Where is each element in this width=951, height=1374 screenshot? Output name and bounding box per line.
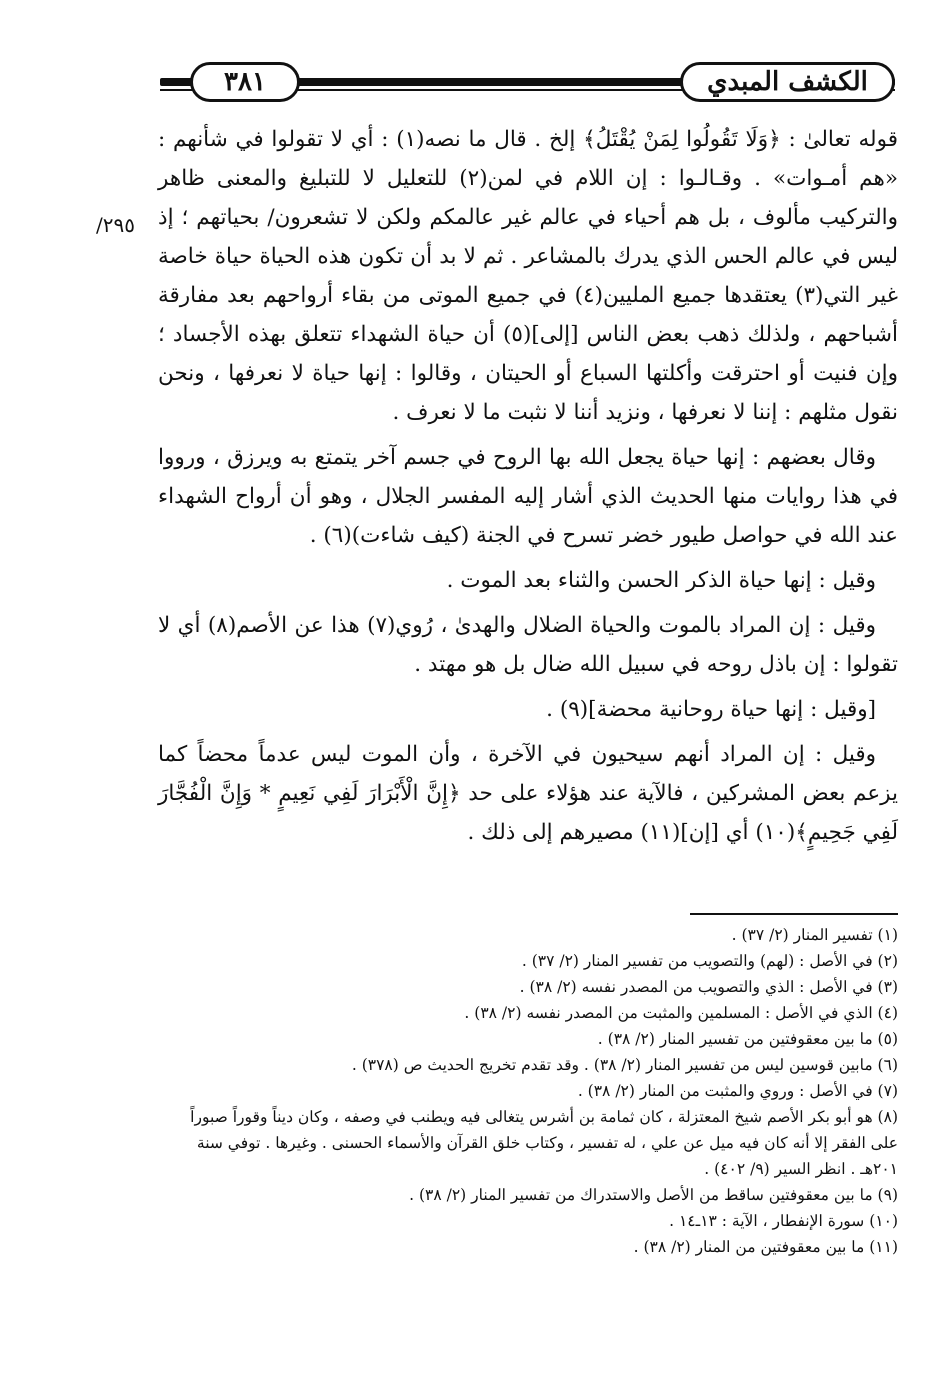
paragraph: [وقيل : إنها حياة روحانية محضة](٩) .	[546, 697, 876, 722]
page-header	[160, 58, 895, 108]
footnote: (١) تفسير المنار (٢/ ٣٧) .	[731, 926, 898, 944]
paragraph: وقال بعضهم : إنها حياة يجعل الله بها الروح في جسم آخر يتمتع به ويرزق ، ورووا في هذا روايات منها الحديث الذي أشار إليه المفسر الجلال ، وهو أن أرواح الشهداء عند الله في حواصل طيور خضر تسرح في الجنة (كيف شاءت)(٦) .	[158, 445, 898, 548]
paragraph: وقيل : إنها حياة الذكر الحسن والثناء بعد الموت .	[446, 568, 876, 593]
footnote: (٨) هو أبو بكر الأصم شيخ المعتزلة ، كان ثمامة بن أشرس يتغالى فيه ويطنب في وصفه ، وكان ديناً وقوراً صبوراً على الفقر إلا أنه كان فيه ميل عن علي ، له تفسير ، وكتاب خلق القرآن والأسماء الحسنى . وغيرها . توفي سنة ٢٠١هـ . انظر السير (٩/ ٤٠٢) .	[190, 1108, 898, 1178]
book-title: الكشف المبدي	[680, 62, 895, 102]
footnote: (٧) في الأصل : وروي والمثبت من المنار (٢/ ٣٨) .	[577, 1082, 898, 1100]
page-number: ٣٨١	[190, 62, 300, 102]
footnote: (١٠) سورة الإنفطار ، الآية : ١٣ـ١٤ .	[669, 1212, 898, 1230]
footnotes	[158, 922, 898, 1260]
main-text	[158, 120, 898, 858]
footnote: (٤) الذي في الأصل : المسلمين والمثبت من المصدر نفسه (٢/ ٣٨) .	[464, 1004, 898, 1022]
footnote: (٥) ما بين معقوفتين من تفسير المنار (٢/ ٣٨) .	[597, 1030, 898, 1048]
paragraph: وقيل : إن المراد بالموت والحياة الضلال والهدىٰ ، رُوي(٧) هذا عن الأصم(٨) أي لا تقولوا : إن باذل روحه في سبيل الله ضال بل هو مهتد .	[158, 613, 898, 677]
paragraph: قوله تعالىٰ : ﴿وَلَا تَقُولُوا لِمَنْ يُقْتَلُ﴾ إلخ . قال ما نصه(١) : أي لا تقولوا في شأنهم : «هم أمـوات» . وقـالـوا : إن اللام في لمن(٢) للتعليل لا للتبليغ والمعنى ظاهر والتركيب مألوف ، بل هم أحياء في عالم غير عالمكم ولكن لا تشعرون/ بحياتهم ؛ إذ ليس في عالم الحس الذي يدرك بالمشاعر . ثم لا بد أن تكون هذه الحياة حياة خاصة غير التي(٣) يعتقدها جميع المليين(٤) في جميع الموتى من بقاء أرواحهم بعد مفارقة أشباحهم ، ولذلك ذهب بعض الناس [إلى](٥) أن حياة الشهداء تتعلق بهذه الأجساد ؛ وإن فنيت أو احترقت وأكلتها السباع أو الحيتان ، وقالوا : إنها حياة لا نعرفها ، ونحن نقول مثلهم : إننا لا نعرفها ، ونزيد أننا لا نثبت ما لا نعرف .	[158, 127, 898, 425]
margin-page-reference: ٢٩٥/	[96, 213, 135, 237]
footnote: (٩) ما بين معقوفتين ساقط من الأصل والاستدراك من تفسير المنار (٢/ ٣٨) .	[409, 1186, 898, 1204]
paragraph: وقيل : إن المراد أنهم سيحيون في الآخرة ، وأن الموت ليس عدماً محضاً كما يزعم بعض المشركين ، فالآية عند هؤلاء على حد ﴿إِنَّ الْأَبْرَارَ لَفِي نَعِيمٍ * وَإِنَّ الْفُجَّارَ لَفِي جَحِيمٍ﴾(١٠) أي [إن](١١) مصيرهم إلى ذلك .	[158, 742, 898, 845]
footnote-separator	[690, 913, 898, 915]
footnote: (٦) مابين قوسين ليس من تفسير المنار (٢/ ٣٨) . وقد تقدم تخريج الحديث ص (٣٧٨) .	[351, 1056, 898, 1074]
footnote: (١١) ما بين معقوفتين من المنار (٢/ ٣٨) .	[633, 1238, 898, 1256]
footnote: (٣) في الأصل : الذي والتصويب من المصدر نفسه (٢/ ٣٨) .	[519, 978, 898, 996]
footnote: (٢) في الأصل : (لهم) والتصويب من تفسير المنار (٢/ ٣٧) .	[521, 952, 898, 970]
